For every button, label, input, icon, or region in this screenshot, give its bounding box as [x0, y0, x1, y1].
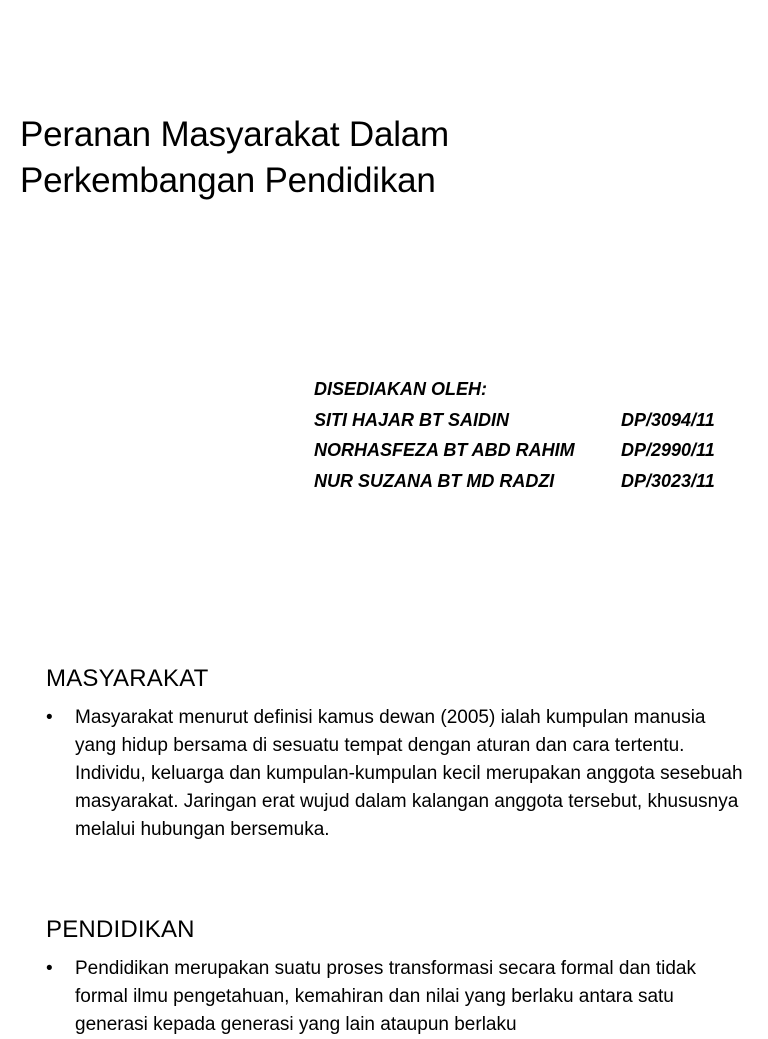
- author-name: SITI HAJAR BT SAIDIN: [314, 409, 510, 430]
- section-heading-pendidikan: PENDIDIKAN: [46, 916, 195, 943]
- author-id: DP/2990/11: [621, 440, 715, 460]
- author-row: [314, 405, 754, 436]
- bullet-item-pendidikan: [46, 955, 746, 1039]
- bullet-symbol: •: [46, 707, 53, 728]
- author-name: NORHASFEZA BT ABD RAHIM: [314, 440, 575, 460]
- slide-title-line-1: Peranan Masyarakat Dalam: [20, 115, 450, 154]
- slide-title-line-2: Perkembangan Pendidikan: [20, 161, 436, 200]
- prepared-by-label: DISEDIAKAN OLEH:: [314, 379, 488, 399]
- bullet-item-masyarakat: [46, 704, 746, 844]
- author-id: DP/3094/11: [621, 409, 715, 430]
- author-row: [314, 466, 754, 497]
- content-slide: [0, 576, 768, 1035]
- bullet-symbol: •: [46, 958, 53, 979]
- section-heading-masyarakat: MASYARAKAT: [46, 665, 209, 692]
- author-row: [314, 435, 754, 466]
- author-name: NUR SUZANA BT MD RADZI: [314, 470, 555, 491]
- bullet-text: Masyarakat menurut definisi kamus dewan (2005) ialah kumpulan manusia yang hidup bersama di sesuatu tempat dengan aturan dan cara tertentu. Individu, keluarga dan kumpulan-kumpulan kecil merupakan anggota sesebuah masyarakat. Jaringan erat wujud dalam kalangan anggota tersebut, khususnya melalui hubungan bersemuka.: [75, 707, 743, 840]
- bullet-text: Pendidikan merupakan suatu proses transformasi secara formal dan tidak formal ilmu pengetahuan, kemahiran dan nilai yang berlaku antara satu generasi kepada generasi yang lain ataupun berlaku: [75, 958, 696, 1035]
- slide-title: [20, 112, 449, 204]
- author-id: DP/3023/11: [621, 470, 715, 491]
- author-block: [314, 374, 754, 496]
